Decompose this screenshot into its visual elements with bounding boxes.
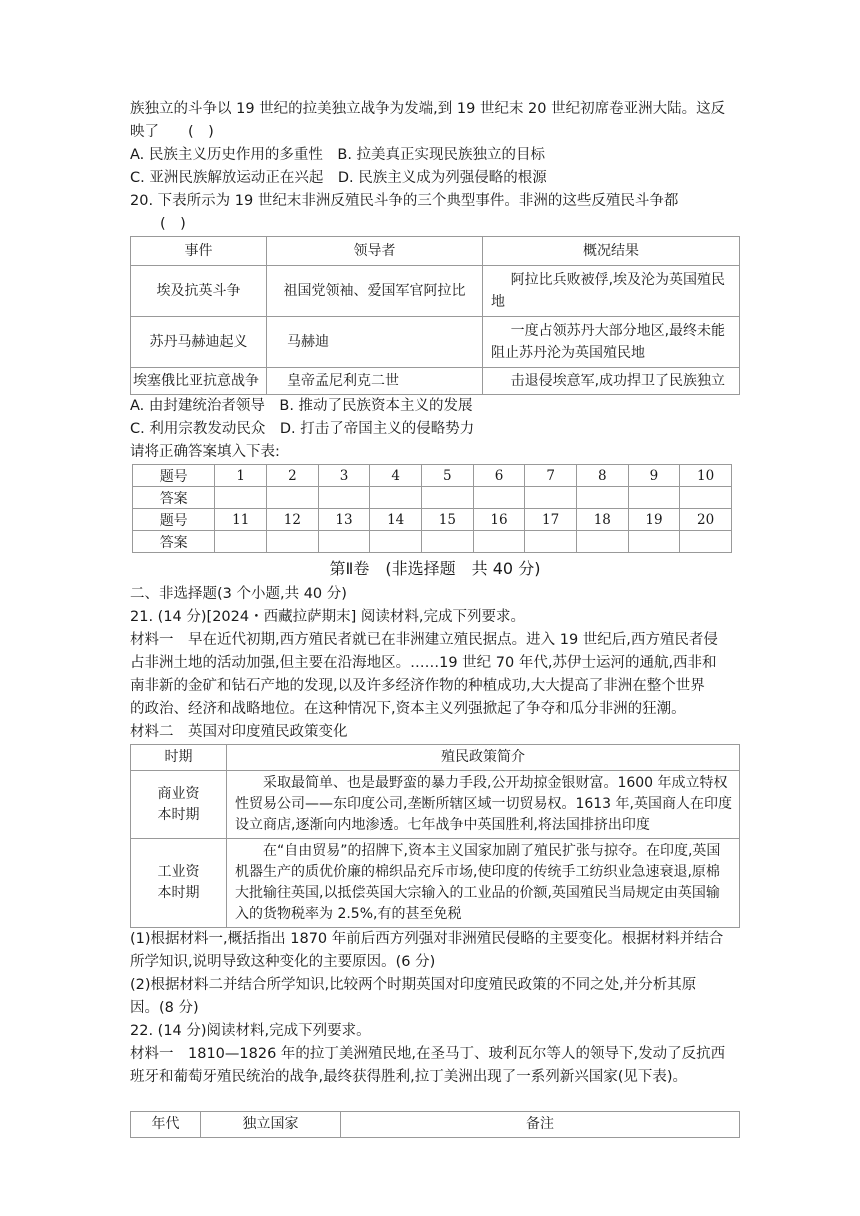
question-number: 20 <box>680 509 732 531</box>
q21-material2-title: 材料二 英国对印度殖民政策变化 <box>130 724 348 740</box>
header-event: 事件 <box>131 237 267 266</box>
period-line: 本时期 <box>157 885 200 901</box>
policy-cell: 在“自由贸易”的招牌下,资本主义国家加剧了殖民扩张与掠夺。在印度,英国机器生产的质优价廉的棉织品充斥市场,使印度的传统手工纺织业急速衰退,原棉大批输往英国,以抵偿英国大宗输入的工业品的价额,英国殖民当局规定由英国输入的货物税率为 2.5%,有的甚至免税 <box>227 839 740 928</box>
question-19 <box>130 98 740 190</box>
period-line: 工业资 <box>157 864 200 880</box>
question-number: 2 <box>267 465 319 487</box>
q21-sub2-line: 因。(8 分) <box>130 1000 199 1016</box>
question-number: 11 <box>215 509 267 531</box>
question-number: 13 <box>318 509 370 531</box>
answer-cell[interactable] <box>576 487 628 509</box>
question-number: 4 <box>370 465 422 487</box>
question-22 <box>130 1020 740 1138</box>
answer-row <box>133 531 732 553</box>
table-header-row <box>131 1112 740 1138</box>
answer-row <box>133 487 732 509</box>
answer-cell[interactable] <box>680 531 732 553</box>
q21-sub1-line: (1)根据材料一,概括指出 1870 年前后西方列强对非洲殖民侵略的主要变化。根据材料并结合 <box>130 931 724 947</box>
label-number: 题号 <box>133 509 215 531</box>
leader-cell: 马赫迪 <box>267 317 483 368</box>
table-row <box>131 368 740 395</box>
table-row <box>131 839 740 928</box>
answer-cell[interactable] <box>267 531 319 553</box>
q21-material1-line: 南非新的金矿和钻石产地的发现,以及许多经济作物的种植成功,大大提高了非洲在整个世界 <box>130 678 705 694</box>
leader-cell: 祖国党领袖、爱国军官阿拉比 <box>267 266 483 317</box>
q19-stem-line2: 映了 ( ) <box>130 124 214 140</box>
answer-cell[interactable] <box>422 531 474 553</box>
question-number: 19 <box>628 509 680 531</box>
result-cell: 阿拉比兵败被俘,埃及沦为英国殖民地 <box>483 266 740 317</box>
question-number: 5 <box>422 465 474 487</box>
table-row <box>131 317 740 368</box>
result-cell: 一度占领苏丹大部分地区,最终未能阻止苏丹沦为英国殖民地 <box>483 317 740 368</box>
q20-option-ab: A. 由封建统治者领导 B. 推动了民族资本主义的发展 <box>130 398 473 414</box>
answer-cell[interactable] <box>215 531 267 553</box>
question-number: 7 <box>525 465 577 487</box>
table-header-row <box>131 745 740 771</box>
q20-answer-paren: ( ) <box>160 216 186 232</box>
q21-sub2-line: (2)根据材料二并结合所学知识,比较两个时期英国对印度殖民政策的不同之处,并分析其原 <box>130 977 697 993</box>
answer-sheet <box>130 441 740 553</box>
question-number: 14 <box>370 509 422 531</box>
q19-stem-line1: 族独立的斗争以 19 世纪的拉美独立战争为发端,到 19 世纪末 20 世纪初席卷亚洲大陆。这反 <box>130 101 726 117</box>
answer-cell[interactable] <box>370 531 422 553</box>
question-21 <box>130 606 740 1020</box>
leader-cell: 皇帝孟尼利克二世 <box>267 368 483 395</box>
answer-cell[interactable] <box>576 531 628 553</box>
header-notes: 备注 <box>341 1112 740 1138</box>
header-period: 时期 <box>131 745 227 771</box>
q21-stem: 21. (14 分)[2024・西藏拉萨期末] 阅读材料,完成下列要求。 <box>130 609 525 625</box>
answer-cell[interactable] <box>628 487 680 509</box>
period-cell <box>131 839 227 928</box>
q22-countries-table <box>130 1111 740 1138</box>
part2-heading: 二、非选择题(3 个小题,共 40 分) <box>130 586 347 602</box>
event-cell: 苏丹马赫迪起义 <box>131 317 267 368</box>
q21-material1-line: 占非洲土地的活动加强,但主要在沿海地区。……19 世纪 70 年代,苏伊士运河的通航,西非和 <box>130 655 717 671</box>
answer-sheet-intro: 请将正确答案填入下表: <box>130 444 280 460</box>
answer-cell[interactable] <box>525 487 577 509</box>
header-era: 年代 <box>131 1112 201 1138</box>
answer-cell[interactable] <box>422 487 474 509</box>
q21-sub1-line: 所学知识,说明导致这种变化的主要原因。(6 分) <box>130 954 436 970</box>
question-number: 12 <box>267 509 319 531</box>
label-number: 题号 <box>133 465 215 487</box>
answer-cell[interactable] <box>525 531 577 553</box>
answer-cell[interactable] <box>318 487 370 509</box>
question-number: 15 <box>422 509 474 531</box>
label-answer: 答案 <box>133 487 215 509</box>
q20-events-table <box>130 236 740 395</box>
spacer <box>130 1089 740 1111</box>
question-number: 17 <box>525 509 577 531</box>
header-country: 独立国家 <box>201 1112 341 1138</box>
answer-cell[interactable] <box>215 487 267 509</box>
question-number: 18 <box>576 509 628 531</box>
answer-cell[interactable] <box>473 531 525 553</box>
event-cell: 埃塞俄比亚抗意战争 <box>131 368 267 395</box>
answer-cell[interactable] <box>473 487 525 509</box>
question-20 <box>130 190 740 441</box>
table-header-row <box>131 237 740 266</box>
q21-material1-line: 材料一 早在近代初期,西方殖民者就已在非洲建立殖民据点。进入 19 世纪后,西方殖民者侵 <box>130 632 718 648</box>
result-cell: 击退侵埃意军,成功捍卫了民族独立 <box>483 368 740 395</box>
q22-material1-line: 材料一 1810—1826 年的拉丁美洲殖民地,在圣马丁、玻利瓦尔等人的领导下,发动了反抗西 <box>130 1046 726 1062</box>
question-number: 1 <box>215 465 267 487</box>
question-number: 3 <box>318 465 370 487</box>
number-row <box>133 465 732 487</box>
q22-stem: 22. (14 分)阅读材料,完成下列要求。 <box>130 1023 371 1039</box>
table-row <box>131 266 740 317</box>
question-number: 6 <box>473 465 525 487</box>
event-cell: 埃及抗英斗争 <box>131 266 267 317</box>
q22-material1-line: 班牙和葡萄牙殖民统治的战争,最终获得胜利,拉丁美洲出现了一系列新兴国家(见下表)。 <box>130 1069 688 1085</box>
part2-title: 第Ⅱ卷 (非选择题 共 40 分) <box>329 559 541 578</box>
answer-cell[interactable] <box>680 487 732 509</box>
q19-option-cd: C. 亚洲民族解放运动正在兴起 D. 民族主义成为列强侵略的根源 <box>130 170 547 186</box>
q19-option-ab: A. 民族主义历史作用的多重性 B. 拉美真正实现民族独立的目标 <box>130 147 546 163</box>
table-row <box>131 771 740 839</box>
header-policy: 殖民政策简介 <box>227 745 740 771</box>
question-number: 10 <box>680 465 732 487</box>
period-cell <box>131 771 227 839</box>
answer-cell[interactable] <box>267 487 319 509</box>
header-leader: 领导者 <box>267 237 483 266</box>
question-number: 16 <box>473 509 525 531</box>
period-line: 商业资 <box>157 785 200 802</box>
policy-cell: 采取最简单、也是最野蛮的暴力手段,公开劫掠金银财富。1600 年成立特权性贸易公司——东印度公司,垄断所辖区域一切贸易权。1613 年,英国商人在印度设立商店,逐渐向内地渗透。七年战争中英国胜利,将法国排挤出印度 <box>227 771 740 839</box>
number-row <box>133 509 732 531</box>
question-number: 8 <box>576 465 628 487</box>
question-number: 9 <box>628 465 680 487</box>
answer-cell[interactable] <box>318 531 370 553</box>
q20-option-cd: C. 利用宗教发动民众 D. 打击了帝国主义的侵略势力 <box>130 421 475 437</box>
period-line: 本时期 <box>157 806 200 823</box>
label-answer: 答案 <box>133 531 215 553</box>
q21-policy-table <box>130 744 740 928</box>
header-result: 概况结果 <box>483 237 740 266</box>
exam-page <box>130 98 740 1138</box>
answer-table <box>132 464 732 553</box>
answer-cell[interactable] <box>628 531 680 553</box>
answer-cell[interactable] <box>370 487 422 509</box>
q21-material1-line: 的政治、经济和战略地位。在这种情况下,资本主义列强掀起了争夺和瓜分非洲的狂潮。 <box>130 701 686 717</box>
q20-stem: 20. 下表所示为 19 世纪末非洲反殖民斗争的三个典型事件。非洲的这些反殖民斗争都 <box>130 193 679 209</box>
